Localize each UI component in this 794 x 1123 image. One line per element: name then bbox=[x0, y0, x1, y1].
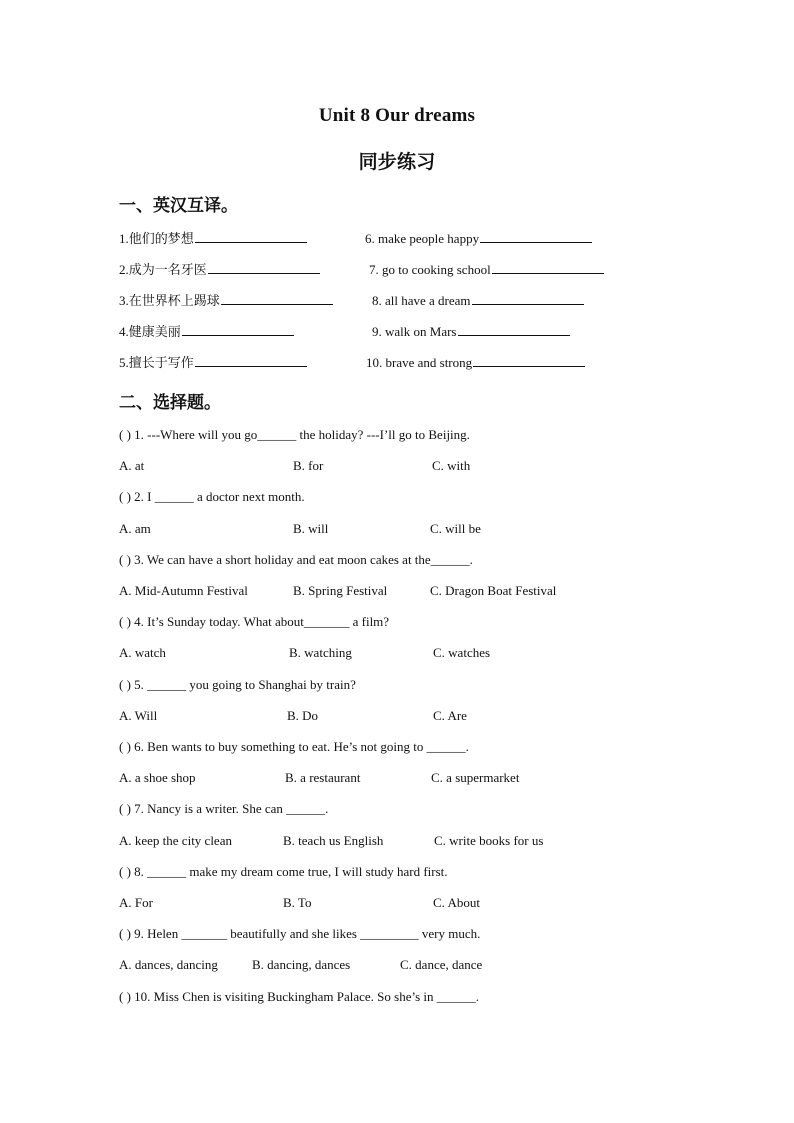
option-b[interactable]: B. To bbox=[283, 895, 312, 910]
answer-blank[interactable] bbox=[473, 354, 585, 367]
translation-item-5 bbox=[119, 354, 307, 371]
translation-item-7 bbox=[369, 261, 604, 278]
translation-item-10 bbox=[366, 354, 585, 371]
item-text: 3.在世界杯上踢球 bbox=[119, 293, 220, 308]
item-text: 2.成为一名牙医 bbox=[119, 262, 207, 277]
option-a[interactable]: A. Will bbox=[119, 708, 158, 723]
item-text: 1.他们的梦想 bbox=[119, 231, 194, 246]
answer-blank[interactable] bbox=[492, 261, 604, 274]
answer-blank[interactable] bbox=[182, 323, 294, 336]
question-8: ( ) 8. ______ make my dream come true, I will study hard first. bbox=[119, 864, 448, 879]
question-7: ( ) 7. Nancy is a writer. She can ______. bbox=[119, 801, 329, 816]
answer-blank[interactable] bbox=[480, 230, 592, 243]
option-b[interactable]: B. will bbox=[293, 521, 329, 536]
option-c[interactable]: C. a supermarket bbox=[431, 770, 520, 785]
option-a[interactable]: A. watch bbox=[119, 645, 166, 660]
option-c[interactable]: C. Dragon Boat Festival bbox=[430, 583, 557, 598]
option-a[interactable]: A. dances, dancing bbox=[119, 957, 218, 972]
option-a[interactable]: A. a shoe shop bbox=[119, 770, 196, 785]
option-c[interactable]: C. About bbox=[433, 895, 480, 910]
translation-item-8 bbox=[372, 292, 584, 309]
translation-item-1 bbox=[119, 230, 307, 247]
option-c[interactable]: C. Are bbox=[433, 708, 467, 723]
translation-item-6 bbox=[365, 230, 592, 247]
question-5: ( ) 5. ______ you going to Shanghai by train? bbox=[119, 677, 356, 692]
section-heading-translation: 一、英汉互译。 bbox=[119, 196, 238, 215]
section-heading-choice: 二、选择题。 bbox=[119, 393, 221, 412]
question-10: ( ) 10. Miss Chen is visiting Buckingham Palace. So she’s in ______. bbox=[119, 989, 480, 1004]
option-c[interactable]: C. write books for us bbox=[434, 833, 544, 848]
answer-blank[interactable] bbox=[221, 292, 333, 305]
answer-blank[interactable] bbox=[208, 261, 320, 274]
answer-blank[interactable] bbox=[195, 230, 307, 243]
option-a[interactable]: A. keep the city clean bbox=[119, 833, 232, 848]
item-text: 7. go to cooking school bbox=[369, 262, 491, 277]
option-a[interactable]: A. For bbox=[119, 895, 153, 910]
page-title: Unit 8 Our dreams bbox=[318, 105, 476, 126]
item-text: 4.健康美丽 bbox=[119, 324, 181, 339]
option-b[interactable]: B. Spring Festival bbox=[293, 583, 388, 598]
question-3: ( ) 3. We can have a short holiday and eat moon cakes at the______. bbox=[119, 552, 473, 567]
translation-item-4 bbox=[119, 323, 294, 340]
question-2: ( ) 2. I ______ a doctor next month. bbox=[119, 489, 305, 504]
question-9: ( ) 9. Helen _______ beautifully and she likes _________ very much. bbox=[119, 926, 481, 941]
item-text: 10. brave and strong bbox=[366, 355, 473, 370]
option-c[interactable]: C. will be bbox=[430, 521, 481, 536]
option-b[interactable]: B. dancing, dances bbox=[252, 957, 351, 972]
question-1: ( ) 1. ---Where will you go______ the holiday? ---I’ll go to Beijing. bbox=[119, 427, 470, 442]
option-a[interactable]: A. am bbox=[119, 521, 151, 536]
question-6: ( ) 6. Ben wants to buy something to eat. He’s not going to ______. bbox=[119, 739, 469, 754]
option-b[interactable]: B. a restaurant bbox=[285, 770, 361, 785]
option-c[interactable]: C. dance, dance bbox=[400, 957, 483, 972]
answer-blank[interactable] bbox=[472, 292, 584, 305]
option-a[interactable]: A. at bbox=[119, 458, 145, 473]
option-b[interactable]: B. for bbox=[293, 458, 324, 473]
page-subtitle: 同步练习 bbox=[358, 152, 436, 173]
option-b[interactable]: B. watching bbox=[289, 645, 352, 660]
item-text: 6. make people happy bbox=[365, 231, 480, 246]
option-a[interactable]: A. Mid-Autumn Festival bbox=[119, 583, 248, 598]
translation-item-3 bbox=[119, 292, 333, 309]
item-text: 8. all have a dream bbox=[372, 293, 471, 308]
translation-item-2 bbox=[119, 261, 320, 278]
translation-item-9 bbox=[372, 323, 570, 340]
option-b[interactable]: B. Do bbox=[287, 708, 319, 723]
item-text: 9. walk on Mars bbox=[372, 324, 457, 339]
option-c[interactable]: C. with bbox=[432, 458, 471, 473]
answer-blank[interactable] bbox=[195, 354, 307, 367]
option-c[interactable]: C. watches bbox=[433, 645, 491, 660]
option-b[interactable]: B. teach us English bbox=[283, 833, 384, 848]
question-4: ( ) 4. It’s Sunday today. What about_______ a film? bbox=[119, 614, 390, 629]
answer-blank[interactable] bbox=[458, 323, 570, 336]
item-text: 5.擅长于写作 bbox=[119, 355, 194, 370]
